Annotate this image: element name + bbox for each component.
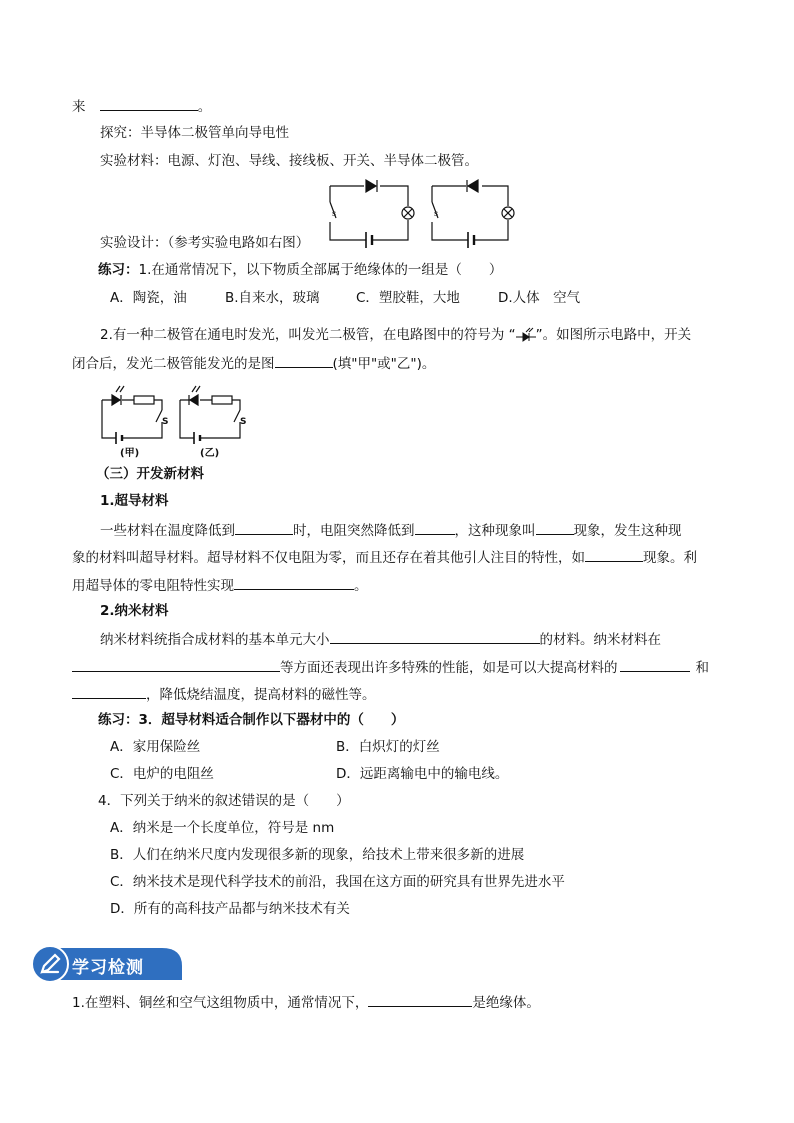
blank[interactable] <box>415 520 455 535</box>
figure-label-left: (甲) <box>120 448 140 459</box>
switch-label: s <box>434 209 439 218</box>
blank[interactable] <box>235 520 293 535</box>
question-4-option-c[interactable]: C．纳米技术是现代科学技术的前沿，我国在这方面的研究具有世界先进水平 <box>110 874 565 890</box>
section-heading: （三）开发新材料 <box>96 466 204 482</box>
exercise-1-stem: 练习：1.在通常情况下，以下物质全部属于绝缘体的一组是（ ） <box>98 262 503 278</box>
superconductor-line-1: 一些材料在温度降低到 时，电阻突然降低到 ，这种现象叫 现象，发生这种现 <box>100 520 682 540</box>
blank[interactable] <box>234 575 354 590</box>
exercise-3-option-b[interactable]: B．白炽灯的灯丝 <box>336 739 440 755</box>
banner-title: 学习检测 <box>72 958 144 978</box>
exercise-1-option-c[interactable]: C．塑胶鞋，大地 <box>356 290 460 306</box>
exercise-1-option-d[interactable]: D.人体 空气 <box>498 290 581 306</box>
led-symbol-icon <box>516 328 536 342</box>
blank[interactable] <box>620 657 690 672</box>
superconductor-line-2: 象的材料叫超导材料。超导材料不仅电阻为零，而且还存在着其他引人注目的特性，如 现象。利 <box>72 547 697 567</box>
exercise-3-stem: 练习：3．超导材料适合制作以下器材中的（ ） <box>98 712 405 728</box>
question-4-option-a[interactable]: A．纳米是一个长度单位，符号是 nm <box>110 820 335 836</box>
subsection-nano: 2.纳米材料 <box>100 603 169 619</box>
blank[interactable] <box>72 684 146 699</box>
exercise-3-option-c[interactable]: C．电炉的电阻丝 <box>110 766 214 782</box>
question-4-option-b[interactable]: B．人们在纳米尺度内发现很多新的现象，给技术上带来很多新的进展 <box>110 847 525 863</box>
blank[interactable] <box>100 96 198 111</box>
question-4-option-d[interactable]: D．所有的高科技产品都与纳米技术有关 <box>110 901 350 917</box>
exercise-3-option-d[interactable]: D．远距离输电中的输电线。 <box>336 766 509 782</box>
experiment-materials: 实验材料：电源、灯泡、导线、接线板、开关、半导体二极管。 <box>100 153 478 169</box>
exercise-1-option-b[interactable]: B.自来水，玻璃 <box>225 290 320 306</box>
subsection-superconductor: 1.超导材料 <box>100 493 169 509</box>
blank[interactable] <box>585 547 643 562</box>
nano-line-2: 等方面还表现出许多特殊的性能，如是可以大提高材料的 和 <box>72 657 709 677</box>
figure-label-right: (乙) <box>200 448 220 459</box>
question-2-line-2: 闭合后，发光二极管能发光的是图 (填"甲"或"乙")。 <box>72 353 435 373</box>
fill-line-top: 来 。 <box>72 96 211 116</box>
blank[interactable] <box>275 353 333 368</box>
check-question-1: 1.在塑料、铜丝和空气这组物质中，通常情况下， 是绝缘体。 <box>72 992 540 1012</box>
nano-line-1: 纳米材料统指合成材料的基本单元大小 的材料。纳米材料在 <box>100 629 661 649</box>
explore-title: 探究：半导体二极管单向导电性 <box>100 125 289 141</box>
switch-label: S <box>162 417 169 427</box>
exercise-1-option-a[interactable]: A．陶瓷，油 <box>110 290 187 306</box>
switch-label: S <box>240 417 247 427</box>
question-2-line-1: 2.有一种二极管在通电时发光，叫发光二极管，在电路图中的符号为 “ ”。如图所示电路中，开关 <box>100 327 692 343</box>
experiment-design: 实验设计：（参考实验电路如右图） <box>100 235 310 251</box>
superconductor-line-3: 用超导体的零电阻特性实现 。 <box>72 575 368 595</box>
blank[interactable] <box>72 657 280 672</box>
blank[interactable] <box>330 629 540 644</box>
switch-label: s <box>332 209 337 218</box>
exercise-3-option-a[interactable]: A．家用保险丝 <box>110 739 201 755</box>
circuit-figure-diode <box>324 178 524 244</box>
circuit-figure-led <box>100 380 252 458</box>
nano-line-3: ，降低烧结温度，提高材料的磁性等。 <box>72 684 376 704</box>
question-4-stem: 4．下列关于纳米的叙述错误的是（ ） <box>98 793 350 809</box>
blank[interactable] <box>536 520 574 535</box>
blank[interactable] <box>368 992 472 1007</box>
